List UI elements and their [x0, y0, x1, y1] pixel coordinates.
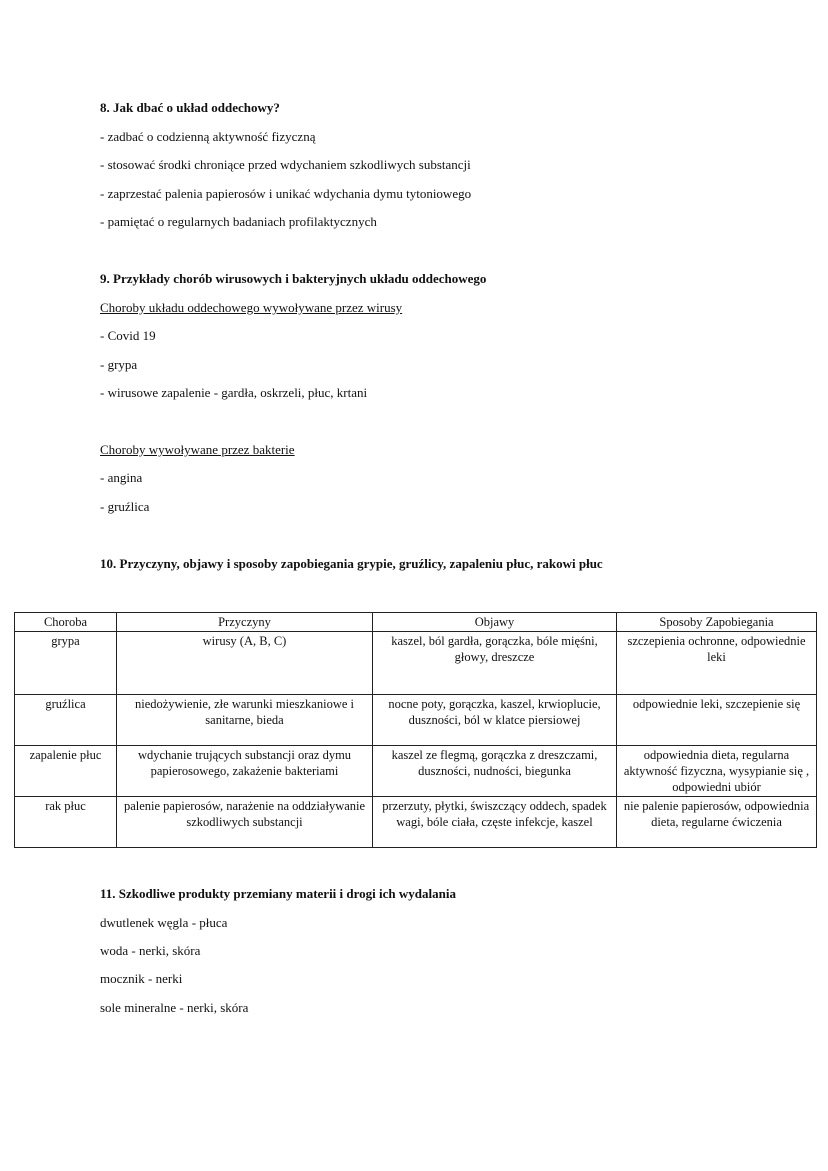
- header-choroba: Choroba: [15, 613, 117, 632]
- table-cell: grypa: [15, 632, 117, 695]
- section-11-heading: 11. Szkodliwe produkty przemiany materii i drogi ich wydalania: [100, 886, 456, 901]
- list-item: - zadbać o codzienną aktywność fizyczną: [100, 129, 316, 144]
- table-cell: zapalenie płuc: [15, 746, 117, 797]
- list-item: - pamiętać o regularnych badaniach profilaktycznych: [100, 214, 377, 229]
- table-cell: kaszel ze flegmą, gorączka z dreszczami, duszności, nudności, biegunka: [373, 746, 617, 797]
- header-objawy: Objawy: [373, 613, 617, 632]
- table-cell: wirusy (A, B, C): [117, 632, 373, 695]
- list-item: sole mineralne - nerki, skóra: [100, 1000, 249, 1015]
- viral-subheading: Choroby układu oddechowego wywoływane przez wirusy: [100, 300, 403, 315]
- header-sposoby-zapobiegania: Sposoby Zapobiegania: [617, 613, 817, 632]
- table-cell: szczepienia ochronne, odpowiednie leki: [617, 632, 817, 695]
- table-cell: odpowiednia dieta, regularna aktywność fizyczna, wysypianie się , odpowiedni ubiór: [617, 746, 817, 797]
- list-item: - stosować środki chroniące przed wdychaniem szkodliwych substancji: [100, 157, 471, 172]
- table-cell: gruźlica: [15, 695, 117, 746]
- table-header-row: [15, 613, 817, 632]
- list-item: - angina: [100, 470, 143, 485]
- table-cell: odpowiednie leki, szczepienie się: [617, 695, 817, 746]
- bacterial-subheading: Choroby wywoływane przez bakterie: [100, 442, 295, 457]
- section-10-heading: 10. Przyczyny, objawy i sposoby zapobiegania grypie, gruźlicy, zapaleniu płuc, rakowi płuc: [100, 556, 603, 571]
- table-cell: rak płuc: [15, 797, 117, 848]
- section-8-heading: 8. Jak dbać o układ oddechowy?: [100, 100, 280, 115]
- table-row: [15, 632, 817, 695]
- table-cell: nocne poty, gorączka, kaszel, krwioplucie, duszności, ból w klatce piersiowej: [373, 695, 617, 746]
- list-item: - gruźlica: [100, 499, 150, 514]
- section-9-heading: 9. Przykłady chorób wirusowych i bakteryjnych układu oddechowego: [100, 271, 487, 286]
- table-cell: kaszel, ból gardła, gorączka, bóle mięśni, głowy, dreszcze: [373, 632, 617, 695]
- table-row: [15, 797, 817, 848]
- list-item: - Covid 19: [100, 328, 156, 343]
- table-cell: niedożywienie, złe warunki mieszkaniowe i sanitarne, bieda: [117, 695, 373, 746]
- list-item: - zaprzestać palenia papierosów i unikać wdychania dymu tytoniowego: [100, 186, 472, 201]
- table-cell: nie palenie papierosów, odpowiednia dieta, regularne ćwiczenia: [617, 797, 817, 848]
- table-cell: wdychanie trujących substancji oraz dymu papierosowego, zakażenie bakteriami: [117, 746, 373, 797]
- header-przyczyny: Przyczyny: [117, 613, 373, 632]
- list-item: woda - nerki, skóra: [100, 943, 201, 958]
- list-item: dwutlenek węgla - płuca: [100, 915, 228, 930]
- table-row: [15, 746, 817, 797]
- list-item: - grypa: [100, 357, 138, 372]
- table-row: [15, 695, 817, 746]
- table-cell: przerzuty, płytki, świszczący oddech, spadek wagi, bóle ciała, częste infekcje, kaszel: [373, 797, 617, 848]
- disease-table: [14, 612, 817, 848]
- table-cell: palenie papierosów, narażenie na oddziaływanie szkodliwych substancji: [117, 797, 373, 848]
- list-item: mocznik - nerki: [100, 971, 183, 986]
- list-item: - wirusowe zapalenie - gardła, oskrzeli, płuc, krtani: [100, 385, 368, 400]
